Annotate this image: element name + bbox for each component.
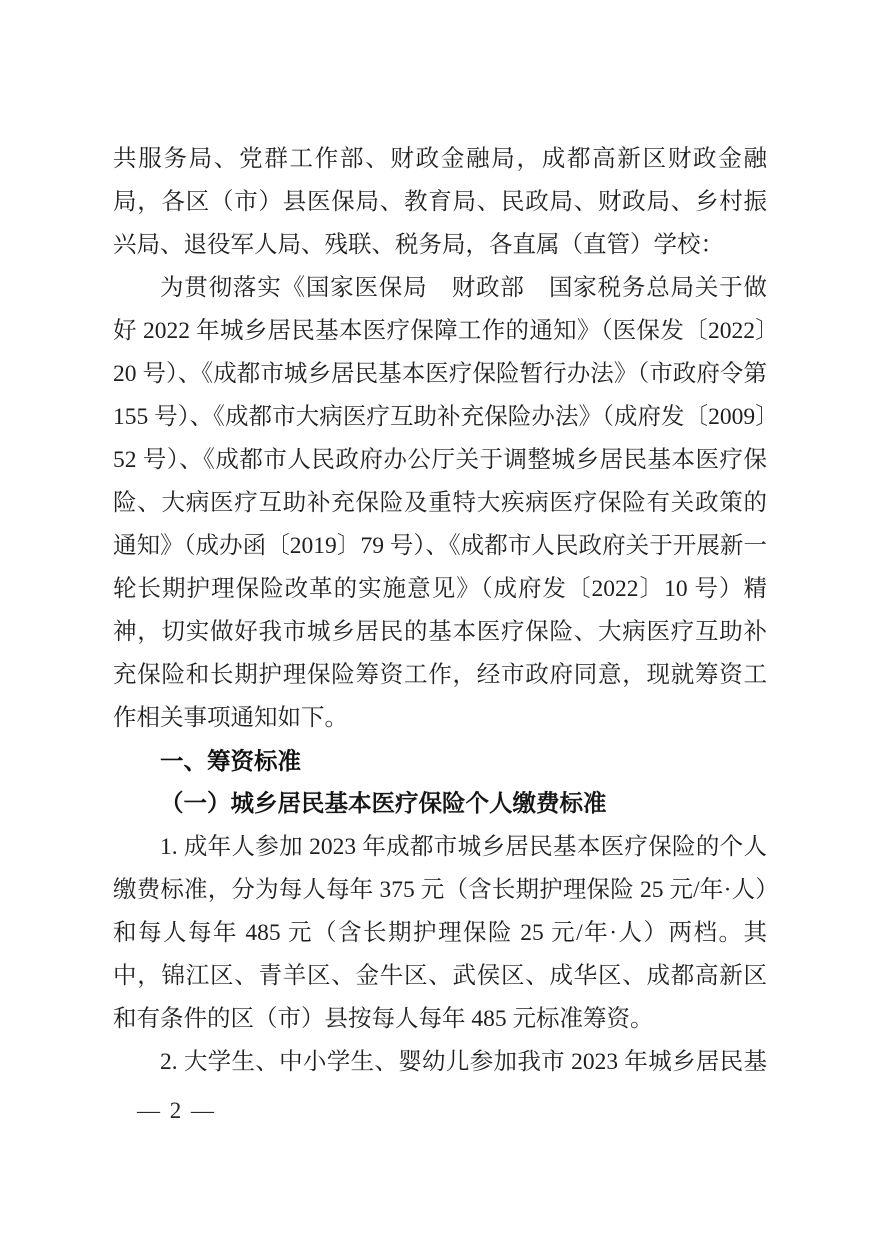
paragraph-recipients-continuation: 共服务局、党群工作部、财政金融局，成都高新区财政金融局，各区（市）县医保局、教育局、民政局、财政局、乡村振兴局、退役军人局、残联、税务局，各直属（直管）学校： [113,146,767,258]
paragraph-policy-basis: 为贯彻落实《国家医保局 财政部 国家税务总局关于做好 2022 年城乡居民基本医疗保障工作的通知》（医保发〔2022〕20 号）、《成都市城乡居民基本医疗保险暂行办法》（市政府令第 155 号）、《成都市大病医疗互助补充保险办法》（成府发〔2009〕52 号）、《成都市人民政府办公厅关于调整城乡居民基本医疗保险、大病医疗互助补充保险及重特大疾病医疗保险有关政策的通知》（成办函〔2019〕79 号）、《成都市人民政府关于开展新一轮长期护理保险改革的实施意见》（成府发〔2022〕10 号）精神，切实做好我市城乡居民的基本医疗保险、大病医疗互助补充保险和长期护理保险筹资工作，经市政府同意，现就筹资工作相关事项通知如下。 [113,275,767,731]
page-footer [137,1098,216,1124]
item-2-paragraph-partial: 2. 大学生、中小学生、婴幼儿参加我市 2023 年城乡居民基 [160,1049,767,1075]
item-1-paragraph: 1. 成年人参加 2023 年成都市城乡居民基本医疗保险的个人缴费标准，分为每人每年 375 元（含长期护理保险 25 元/年·人）和每人每年 485 元（含长期护理保险 25 元/年·人）两档。其中，锦江区、青羊区、金牛区、武侯区、成华区、成都高新区和有条件的区（市）县按每人每年 485 元标准筹资。 [113,834,767,1032]
document-body [113,138,767,1084]
subsection-1-1-heading: （一）城乡居民基本医疗保险个人缴费标准 [160,791,607,817]
page-number: — 2 — [137,1098,216,1123]
section-1-heading: 一、筹资标准 [160,748,301,774]
